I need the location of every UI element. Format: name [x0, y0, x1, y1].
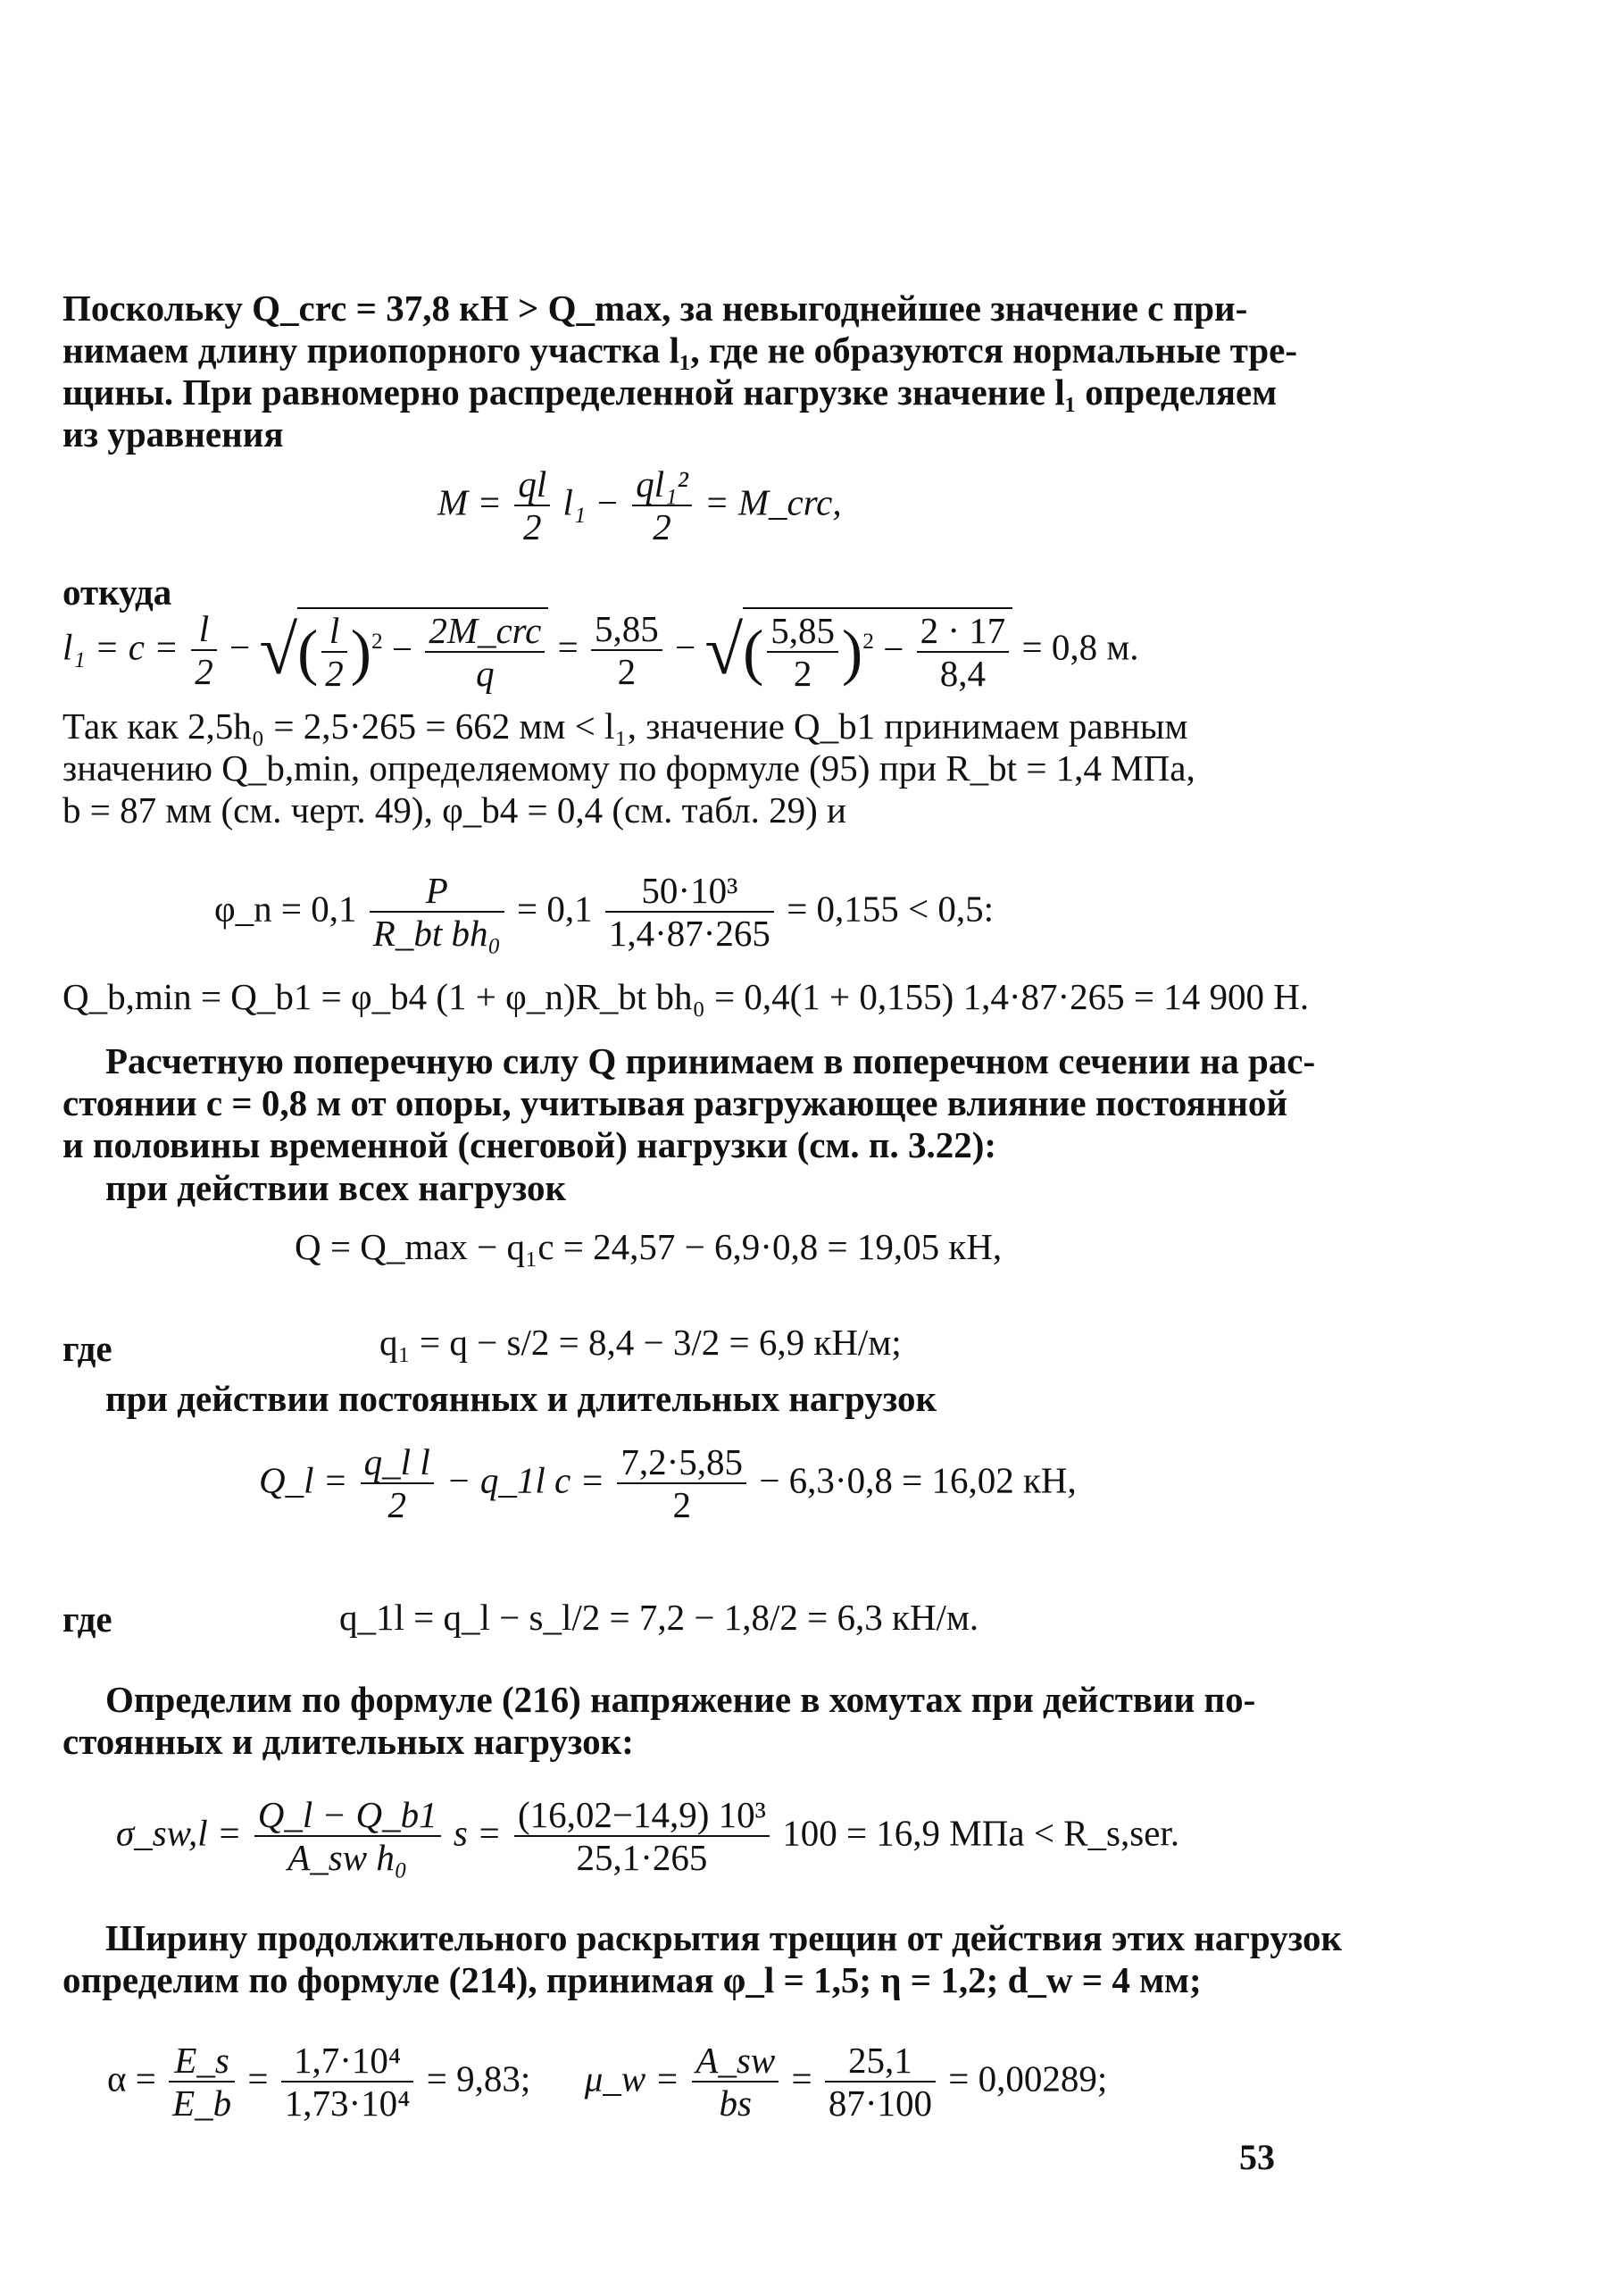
equation-q1l: q_1l = q_l − s_l/2 = 7,2 − 1,8/2 = 6,3 кН/м. [339, 1597, 979, 1638]
frac-numerator: 5,85 [591, 609, 662, 651]
fraction [370, 871, 504, 955]
text-all-loads: при действии всех нагрузок [105, 1167, 567, 1208]
exponent: 2 [371, 628, 383, 654]
eq-text: = [247, 2057, 269, 2099]
eq-text: l₁ = c = [62, 626, 179, 668]
fraction [591, 609, 662, 693]
fraction [169, 2041, 235, 2124]
text-line: определим по формуле (214), принимая φ_l = 1,5; η = 1,2; d_w = 4 мм; [62, 1959, 1202, 2000]
frac-denominator: 8,4 [939, 653, 987, 695]
frac-numerator: ql₁² [632, 464, 691, 506]
fraction [825, 2041, 936, 2124]
fraction [191, 609, 217, 693]
frac-numerator: E_s [169, 2041, 235, 2083]
text-line: Так как 2,5h₀ = 2,5·265 = 662 мм < l₁, значение Q_b1 принимаем равным [62, 705, 1188, 747]
fraction [321, 611, 347, 695]
fraction [617, 1442, 746, 1526]
text-line: значению Q_b,min, определяемому по формуле (95) при R_bt = 1,4 МПа, [62, 747, 1195, 789]
word-otkuda: откуда [62, 572, 172, 613]
text-line: из уравнения [62, 413, 284, 455]
paren-left: ( [297, 618, 319, 688]
square-root [259, 607, 548, 695]
paragraph-shirinu [62, 1917, 1343, 2001]
paren-left: ( [743, 618, 764, 688]
frac-denominator: 2 [653, 506, 671, 548]
eq-text: = 9,83; [426, 2057, 531, 2099]
frac-numerator: q_l l [361, 1442, 434, 1484]
radical-sign-icon: √ [704, 612, 744, 689]
frac-denominator: 2 [387, 1484, 406, 1526]
equation-q: Q = Q_max − q₁c = 24,57 − 6,9·0,8 = 19,05 кН, [295, 1226, 1003, 1267]
frac-denominator: 25,1·265 [576, 1837, 708, 1879]
square-root [704, 607, 1012, 695]
text-line: b = 87 мм (см. черт. 49), φ_b4 = 0,4 (см. табл. 29) и [62, 789, 846, 830]
frac-denominator: 2 [523, 506, 542, 548]
text-line: Ширину продолжительного раскрытия трещин от действия этих нагрузок [105, 1917, 1343, 1958]
frac-denominator: 1,4·87·265 [608, 913, 770, 955]
fraction [361, 1442, 434, 1526]
text-line: стоянных и длительных нагрузок: [62, 1721, 634, 1762]
eq-text: = 0,00289; [948, 2057, 1108, 2099]
frac-denominator: E_b [172, 2083, 232, 2124]
frac-denominator: A_sw h₀ [287, 1837, 408, 1879]
eq-text: μ_w = [584, 2057, 680, 2099]
text-line: стоянии c = 0,8 м от опоры, учитывая разгружающее влияние постоянной [62, 1082, 1288, 1123]
fraction [281, 2041, 414, 2124]
fraction [917, 611, 1010, 695]
frac-denominator: 2 [617, 651, 637, 693]
eq-text: = 0,155 < 0,5: [787, 888, 995, 930]
fraction [425, 611, 545, 695]
frac-denominator: 2 [325, 653, 344, 695]
frac-denominator: 87·100 [828, 2083, 932, 2124]
frac-numerator: 5,85 [767, 611, 838, 653]
frac-numerator: Q_l − Q_b1 [254, 1795, 441, 1837]
frac-denominator: R_bt bh₀ [372, 913, 501, 955]
text-permanent-loads: при действии постоянных и длительных нагрузок [105, 1378, 937, 1419]
eq-text: l₁ − [562, 481, 620, 523]
eq-text: σ_sw,l = [116, 1812, 242, 1854]
text-line: Поскольку Q_crc = 37,8 кН > Q_max, за невыгоднейшее значение c при- [62, 288, 1248, 329]
paren-right: ) [350, 618, 371, 688]
eq-text: − q_1l c = [446, 1459, 605, 1501]
frac-numerator: 25,1 [825, 2041, 936, 2083]
exponent: 2 [862, 628, 874, 654]
equation-sigma [116, 1795, 1179, 1879]
eq-text: s = [453, 1812, 502, 1854]
eq-text: = 0,1 [517, 888, 593, 930]
frac-denominator: bs [719, 2083, 752, 2124]
equation-q1: q₁ = q − s/2 = 8,4 − 3/2 = 6,9 кН/м; [379, 1322, 902, 1363]
frac-numerator: ql [514, 464, 550, 506]
fraction [605, 871, 774, 955]
paren-right: ) [842, 618, 863, 688]
frac-denominator: 1,73·10⁴ [284, 2083, 411, 2124]
fraction [767, 611, 838, 695]
fraction [514, 1795, 770, 1879]
frac-numerator: 50·10³ [605, 871, 774, 913]
eq-text: Q_l = [259, 1459, 348, 1501]
eq-text: φ_n = 0,1 [214, 888, 357, 930]
eq-text: − 6,3·0,8 = 16,02 кН, [759, 1459, 1077, 1501]
text-line: и половины временной (снеговой) нагрузки (см. п. 3.22): [62, 1124, 997, 1165]
radicand: ( $\frac{l}{2}$ )$^2$ − $\frac{\text{2M\_crc}}{q}$ [297, 607, 548, 695]
word-gde: где [62, 1598, 112, 1640]
frac-numerator: l [321, 611, 347, 653]
frac-numerator: 7,2·5,85 [617, 1442, 746, 1484]
eq-text: α = [107, 2057, 156, 2099]
text-line: Расчетную поперечную силу Q принимаем в поперечном сечении на рас- [105, 1040, 1316, 1081]
eq-text: = 0,8 м. [1021, 626, 1139, 668]
frac-denominator: 2 [793, 653, 812, 695]
frac-numerator: A_sw [692, 2041, 779, 2083]
frac-numerator: 2M_crc [425, 611, 545, 653]
frac-denominator: q [476, 653, 495, 695]
eq-text: = [557, 626, 579, 668]
paragraph-tak-kak [62, 705, 1303, 831]
equation-alpha-mu [107, 2041, 1107, 2124]
fraction [254, 1795, 441, 1879]
paragraph-opredelim [62, 1679, 1303, 1763]
equation-l1 [62, 607, 1139, 695]
frac-denominator: 2 [672, 1484, 691, 1526]
text-line: щины. При равномерно распределенной нагрузке значение l₁ определяем [62, 371, 1278, 413]
frac-numerator: (16,02−14,9) 10³ [514, 1795, 770, 1837]
equation-qb-min: Q_b,min = Q_b1 = φ_b4 (1 + φ_n)R_bt bh₀ = 0,4(1 + 0,155) 1,4·87·265 = 14 900 Н. [62, 976, 1310, 1017]
word-gde: где [62, 1328, 112, 1369]
fraction [514, 464, 550, 548]
paragraph-intro [62, 288, 1303, 455]
frac-numerator: 1,7·10⁴ [281, 2041, 414, 2083]
text-line: Определим по формуле (216) напряжение в хомутах при действии по- [105, 1679, 1256, 1720]
frac-numerator: 2 · 17 [917, 611, 1010, 653]
eq-text: 100 = 16,9 МПа < R_s,ser. [782, 1812, 1180, 1854]
page-number: 53 [1239, 2137, 1275, 2177]
radicand: ( $\frac{5,85}{2}$ )$^2$ − $\frac{2 \cdot 17}{8,4}$ [743, 607, 1012, 695]
text-line: нимаем длину приопорного участка l₁, где не образуются нормальные тре- [62, 330, 1298, 371]
fraction [692, 2041, 779, 2124]
frac-numerator: P [370, 871, 504, 913]
frac-denominator: 2 [195, 651, 213, 693]
equation-ql [259, 1442, 1077, 1526]
eq-text: = [791, 2057, 812, 2099]
eq-text: M = [437, 481, 503, 523]
eq-text: − [229, 626, 251, 668]
eq-text: − [674, 626, 696, 668]
equation-phi-n [214, 871, 994, 955]
frac-numerator: l [191, 609, 217, 651]
paragraph-raschetnuyu [62, 1040, 1316, 1166]
fraction [632, 464, 691, 548]
radical-sign-icon: √ [259, 612, 298, 689]
eq-text: = M_crc, [704, 481, 842, 523]
equation-moment [437, 464, 842, 548]
